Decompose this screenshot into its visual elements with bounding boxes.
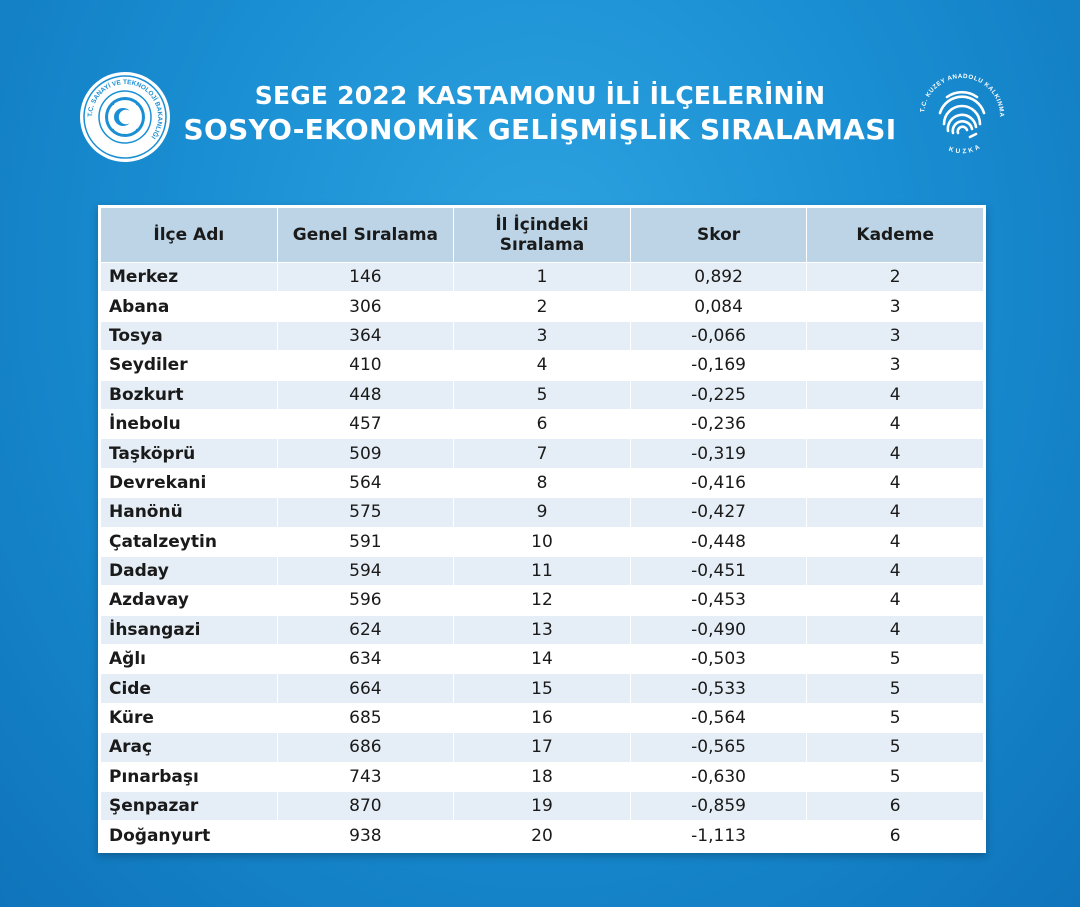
- cell-district-name: Azdavay: [101, 586, 278, 615]
- cell-tier: 4: [807, 615, 984, 644]
- cell-general-rank: 634: [277, 645, 454, 674]
- cell-district-name: Çatalzeytin: [101, 527, 278, 556]
- cell-province-rank: 12: [454, 586, 631, 615]
- cell-general-rank: 364: [277, 321, 454, 350]
- cell-district-name: Küre: [101, 703, 278, 732]
- table-row: [101, 409, 984, 438]
- table-row: [101, 792, 984, 821]
- cell-district-name: Daday: [101, 556, 278, 585]
- cell-general-rank: 575: [277, 498, 454, 527]
- cell-tier: 4: [807, 527, 984, 556]
- cell-province-rank: 14: [454, 645, 631, 674]
- cell-score: 0,892: [630, 263, 807, 292]
- cell-province-rank: 7: [454, 439, 631, 468]
- cell-general-rank: 410: [277, 351, 454, 380]
- cell-tier: 5: [807, 733, 984, 762]
- cell-score: -1,113: [630, 821, 807, 850]
- cell-general-rank: 146: [277, 263, 454, 292]
- cell-score: -0,490: [630, 615, 807, 644]
- cell-score: -0,453: [630, 586, 807, 615]
- cell-score: -0,564: [630, 703, 807, 732]
- cell-province-rank: 16: [454, 703, 631, 732]
- cell-general-rank: 564: [277, 468, 454, 497]
- cell-tier: 5: [807, 645, 984, 674]
- cell-score: -0,169: [630, 351, 807, 380]
- cell-province-rank: 8: [454, 468, 631, 497]
- table-row: [101, 586, 984, 615]
- table-row: [101, 439, 984, 468]
- cell-general-rank: 743: [277, 762, 454, 791]
- cell-general-rank: 686: [277, 733, 454, 762]
- cell-district-name: Doğanyurt: [101, 821, 278, 850]
- cell-tier: 5: [807, 674, 984, 703]
- header-general-rank: Genel Sıralama: [277, 208, 454, 263]
- cell-tier: 6: [807, 821, 984, 850]
- cell-general-rank: 664: [277, 674, 454, 703]
- cell-score: -0,427: [630, 498, 807, 527]
- cell-score: -0,503: [630, 645, 807, 674]
- sege-ranking-table: [98, 205, 986, 853]
- cell-general-rank: 596: [277, 586, 454, 615]
- cell-province-rank: 11: [454, 556, 631, 585]
- cell-score: -0,236: [630, 409, 807, 438]
- cell-score: -0,416: [630, 468, 807, 497]
- kuzka-arc-text: T.C. KUZEY ANADOLU KALKINMA: [919, 72, 1006, 118]
- table-header-row: [101, 208, 984, 263]
- table-row: [101, 762, 984, 791]
- cell-district-name: Seydiler: [101, 351, 278, 380]
- table-row: [101, 733, 984, 762]
- cell-score: 0,084: [630, 292, 807, 321]
- cell-tier: 2: [807, 263, 984, 292]
- cell-general-rank: 870: [277, 792, 454, 821]
- cell-province-rank: 19: [454, 792, 631, 821]
- cell-district-name: Bozkurt: [101, 380, 278, 409]
- table-row: [101, 674, 984, 703]
- cell-score: -0,225: [630, 380, 807, 409]
- cell-tier: 4: [807, 498, 984, 527]
- cell-tier: 3: [807, 292, 984, 321]
- title-line-1: SEGE 2022 KASTAMONU İLİ İLÇELERİNİN: [254, 81, 826, 110]
- header-tier: Kademe: [807, 208, 984, 263]
- cell-tier: 5: [807, 703, 984, 732]
- cell-district-name: Hanönü: [101, 498, 278, 527]
- cell-tier: 4: [807, 439, 984, 468]
- cell-district-name: Cide: [101, 674, 278, 703]
- title-line-2: SOSYO-EKONOMİK GELİŞMİŞLİK SIRALAMASI: [183, 113, 897, 146]
- kuzka-abbr-text: KUZKA: [947, 142, 984, 156]
- cell-general-rank: 594: [277, 556, 454, 585]
- table-row: [101, 380, 984, 409]
- cell-general-rank: 591: [277, 527, 454, 556]
- header-district-name: İlçe Adı: [101, 208, 278, 263]
- cell-score: -0,066: [630, 321, 807, 350]
- cell-district-name: Şenpazar: [101, 792, 278, 821]
- cell-province-rank: 2: [454, 292, 631, 321]
- cell-province-rank: 6: [454, 409, 631, 438]
- cell-tier: 3: [807, 321, 984, 350]
- cell-province-rank: 15: [454, 674, 631, 703]
- cell-general-rank: 509: [277, 439, 454, 468]
- table-row: [101, 556, 984, 585]
- cell-province-rank: 17: [454, 733, 631, 762]
- table-row: [101, 351, 984, 380]
- table-row: [101, 527, 984, 556]
- cell-province-rank: 3: [454, 321, 631, 350]
- cell-general-rank: 457: [277, 409, 454, 438]
- cell-province-rank: 20: [454, 821, 631, 850]
- cell-district-name: Abana: [101, 292, 278, 321]
- cell-score: -0,451: [630, 556, 807, 585]
- cell-province-rank: 18: [454, 762, 631, 791]
- cell-district-name: Devrekani: [101, 468, 278, 497]
- cell-district-name: Tosya: [101, 321, 278, 350]
- table-row: [101, 703, 984, 732]
- table-row: [101, 821, 984, 850]
- cell-tier: 5: [807, 762, 984, 791]
- cell-district-name: Merkez: [101, 263, 278, 292]
- header-province-rank: İl İçindeki Sıralama: [454, 208, 631, 263]
- ranking-table: [100, 207, 984, 851]
- cell-district-name: İhsangazi: [101, 615, 278, 644]
- cell-district-name: Pınarbaşı: [101, 762, 278, 791]
- ministry-seal-text: T.C. SANAYİ VE TEKNOLOJİ BAKANLIĞI: [86, 78, 164, 140]
- cell-province-rank: 13: [454, 615, 631, 644]
- table-row: [101, 468, 984, 497]
- cell-general-rank: 448: [277, 380, 454, 409]
- cell-province-rank: 4: [454, 351, 631, 380]
- cell-tier: 4: [807, 380, 984, 409]
- cell-tier: 4: [807, 586, 984, 615]
- cell-tier: 6: [807, 792, 984, 821]
- cell-district-name: Ağlı: [101, 645, 278, 674]
- svg-text:KUZKA: [948, 143, 983, 156]
- cell-score: -0,448: [630, 527, 807, 556]
- cell-score: -0,565: [630, 733, 807, 762]
- cell-general-rank: 685: [277, 703, 454, 732]
- cell-general-rank: 306: [277, 292, 454, 321]
- cell-province-rank: 9: [454, 498, 631, 527]
- cell-tier: 4: [807, 409, 984, 438]
- cell-score: -0,859: [630, 792, 807, 821]
- cell-district-name: İnebolu: [101, 409, 278, 438]
- kuzka-fingerprint-icon: [913, 67, 1011, 165]
- cell-score: -0,319: [630, 439, 807, 468]
- table-row: [101, 292, 984, 321]
- cell-province-rank: 1: [454, 263, 631, 292]
- header-score: Skor: [630, 208, 807, 263]
- cell-score: -0,630: [630, 762, 807, 791]
- cell-general-rank: 624: [277, 615, 454, 644]
- cell-tier: 4: [807, 556, 984, 585]
- cell-province-rank: 5: [454, 380, 631, 409]
- cell-tier: 3: [807, 351, 984, 380]
- table-row: [101, 321, 984, 350]
- cell-score: -0,533: [630, 674, 807, 703]
- cell-district-name: Araç: [101, 733, 278, 762]
- cell-province-rank: 10: [454, 527, 631, 556]
- table-row: [101, 263, 984, 292]
- cell-tier: 4: [807, 468, 984, 497]
- table-row: [101, 498, 984, 527]
- cell-district-name: Taşköprü: [101, 439, 278, 468]
- cell-general-rank: 938: [277, 821, 454, 850]
- table-row: [101, 645, 984, 674]
- table-row: [101, 615, 984, 644]
